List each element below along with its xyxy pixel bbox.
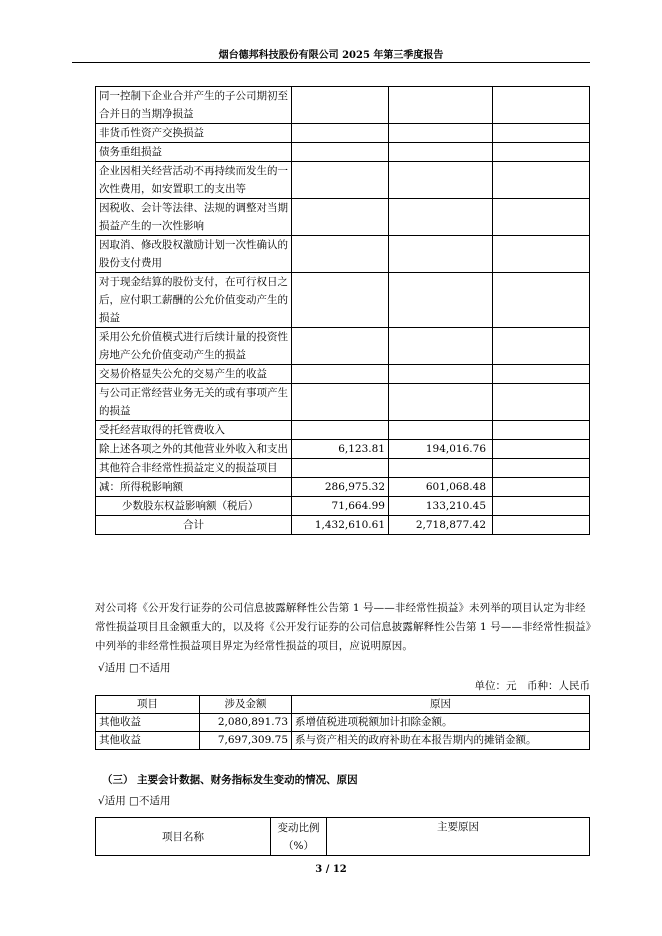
year-to-date-cell [389,421,493,440]
current-period-cell [292,124,389,143]
note-cell [493,440,590,459]
header-cell-main-reason: 主要原因 [327,818,590,856]
note-cell [493,143,590,162]
item-cell: 同一控制下企业合并产生的子公司期初至合并日的当期净损益 [96,87,292,124]
note-cell [493,459,590,478]
current-period-cell [292,365,389,384]
item-cell: 对于现金结算的股份支付，在可行权日之后，应付职工薪酬的公允价值变动产生的损益 [96,273,292,328]
current-period-cell: 1,432,610.61 [292,516,389,535]
current-period-cell [292,328,389,365]
detail-amount: 2,080,891.73 [200,714,292,732]
current-period-cell [292,273,389,328]
table-row [96,328,590,365]
current-period-cell: 286,975.32 [292,478,389,497]
year-to-date-cell [389,328,493,365]
item-cell: 除上述各项之外的其他营业外收入和支出 [96,440,292,459]
year-to-date-cell [389,143,493,162]
year-to-date-cell [389,459,493,478]
table-row [96,124,590,143]
current-period-cell [292,236,389,273]
table-row [96,440,590,459]
item-cell: 减：所得税影响额 [96,478,292,497]
current-period-cell [292,199,389,236]
table-row [96,236,590,273]
note-cell [493,273,590,328]
table-row [96,273,590,328]
table-row [96,384,590,421]
table-row [96,714,590,732]
year-to-date-cell [389,199,493,236]
note-cell [493,497,590,516]
table-row [96,143,590,162]
header-cell-reason: 原因 [292,696,590,714]
current-period-cell [292,421,389,440]
detail-item: 其他收益 [96,732,200,750]
table-row [96,365,590,384]
note-cell [493,365,590,384]
item-cell: 少数股东权益影响额（税后） [96,497,292,516]
note-cell [493,124,590,143]
item-cell: 因取消、修改股权激励计划一次性确认的股份支付费用 [96,236,292,273]
year-to-date-cell [389,87,493,124]
note-cell [493,328,590,365]
explanation-paragraph: 对公司将《公开发行证券的公司信息披露解释性公告第 1 号——非经常性损益》未列举的项目认定为非经常性损益项目且金额重大的，以及将《公开发行证券的公司信息披露解释性公告第 1 号——非经常性损益》中列举的非经常性损益项目界定为经常性损益的项目，应说明原因。 [95,602,592,652]
current-period-cell: 6,123.81 [292,440,389,459]
item-cell: 非货币性资产交换损益 [96,124,292,143]
year-to-date-cell: 2,718,877.42 [389,516,493,535]
item-cell: 受托经营取得的托管费收入 [96,421,292,440]
detail-item: 其他收益 [96,714,200,732]
note-cell [493,384,590,421]
note-cell [493,516,590,535]
current-period-cell [292,384,389,421]
nonrecurring-detail-table [95,695,590,750]
item-cell: 采用公允价值模式进行后续计量的投资性房地产公允价值变动产生的损益 [96,328,292,365]
detail-amount: 7,697,309.75 [200,732,292,750]
item-cell: 企业因相关经营活动不再持续而发生的一次性费用，如安置职工的支出等 [96,162,292,199]
header-cell-item: 项目 [96,696,200,714]
note-cell [493,421,590,440]
note-cell [493,478,590,497]
detail-reason: 系与资产相关的政府补助在本报告期内的摊销金额。 [292,732,590,750]
table-row [96,87,590,124]
note-cell [493,199,590,236]
year-to-date-cell [389,365,493,384]
table-header-row [96,696,590,714]
page-header-title: 烟台德邦科技股份有限公司 2025 年第三季度报告 [218,50,444,61]
applicability-indicator: √适用 □不适用 [98,662,171,674]
year-to-date-cell [389,236,493,273]
note-cell [493,162,590,199]
item-cell: 债务重组损益 [96,143,292,162]
header-cell-item-name: 项目名称 [96,818,271,856]
table-row [96,497,590,516]
year-to-date-cell: 194,016.76 [389,440,493,459]
note-cell [493,87,590,124]
change-reasons-table [95,817,590,856]
header-rule [72,62,590,63]
table-row [96,732,590,750]
current-period-cell [292,459,389,478]
current-period-cell [292,87,389,124]
nonrecurring-items-table [95,86,590,535]
item-cell: 交易价格显失公允的交易产生的收益 [96,365,292,384]
detail-reason: 系增值税进项税额加计扣除金额。 [292,714,590,732]
year-to-date-cell [389,124,493,143]
applicability-indicator-2: √适用 □不适用 [98,795,171,807]
year-to-date-cell: 601,068.48 [389,478,493,497]
table-row [96,199,590,236]
unit-currency-line: 单位：元 币种：人民币 [474,680,590,692]
table-header-row [96,818,590,856]
current-period-cell [292,162,389,199]
table-row [96,162,590,199]
section-3-title: （三） 主要会计数据、财务指标发生变动的情况、原因 [102,774,358,786]
page-number: 3 / 12 [315,864,347,875]
item-cell: 其他符合非经常性损益定义的损益项目 [96,459,292,478]
header-cell-change-ratio: 变动比例（%） [271,818,327,856]
current-period-cell: 71,664.99 [292,497,389,516]
table-row [96,459,590,478]
year-to-date-cell [389,273,493,328]
item-cell: 合计 [96,516,292,535]
table-row [96,516,590,535]
note-cell [493,236,590,273]
header-cell-amount: 涉及金额 [200,696,292,714]
current-period-cell [292,143,389,162]
table-row [96,478,590,497]
item-cell: 与公司正常经营业务无关的或有事项产生的损益 [96,384,292,421]
table-row [96,421,590,440]
year-to-date-cell [389,384,493,421]
year-to-date-cell [389,162,493,199]
year-to-date-cell: 133,210.45 [389,497,493,516]
item-cell: 因税收、会计等法律、法规的调整对当期损益产生的一次性影响 [96,199,292,236]
